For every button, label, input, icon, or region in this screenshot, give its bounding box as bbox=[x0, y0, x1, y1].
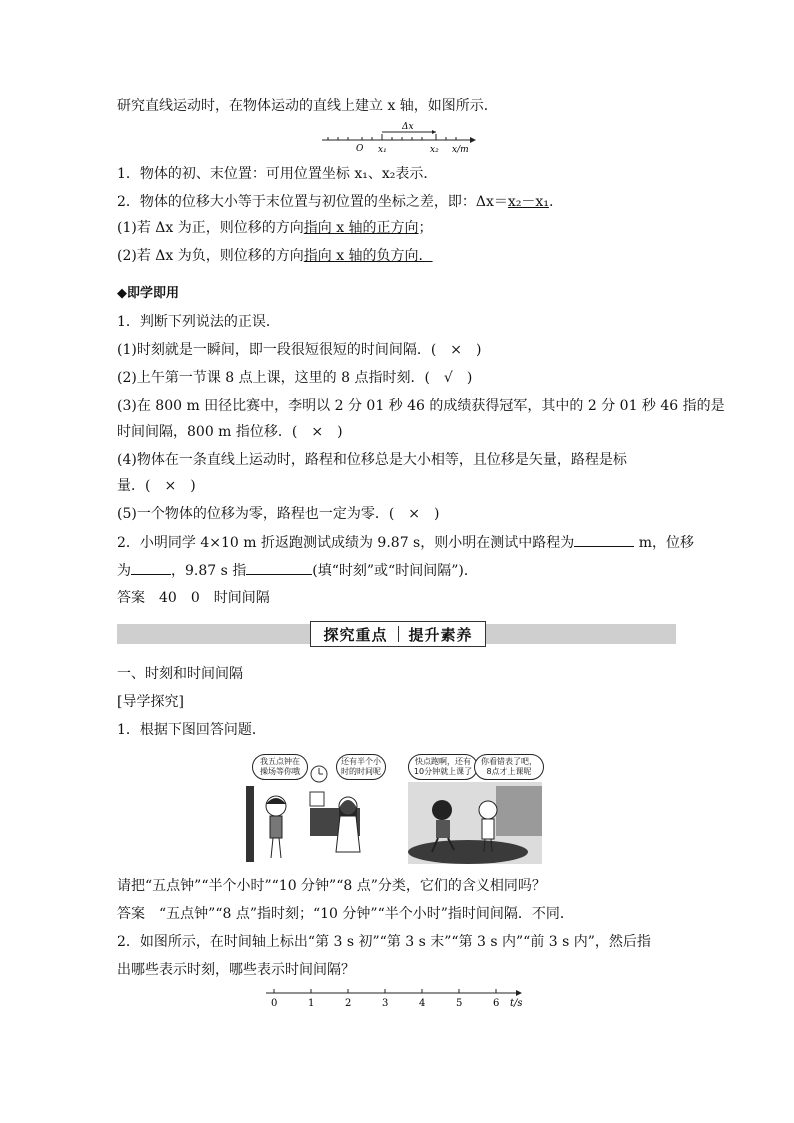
tick-2: 2 bbox=[345, 998, 352, 1009]
section-q1: 1．根据下图回答问题． bbox=[117, 722, 266, 738]
path-blank bbox=[574, 532, 634, 547]
tick-3: 3 bbox=[382, 998, 389, 1009]
section-q1-answer: 答案 “五点钟”“8 点”指时刻；“10 分钟”“半个小时”指时间间隔．不同． bbox=[117, 906, 574, 922]
speech-bubble-4: 你看错表了吧，8点才上课呢 bbox=[474, 754, 544, 780]
speech-bubble-3: 快点跑啊，还有10分钟就上课了 bbox=[408, 754, 478, 780]
practice-item-2: (2)上午第一节课 8 点上课，这里的 8 点指时刻．( √ ) bbox=[117, 370, 473, 386]
x-axis-figure bbox=[320, 120, 480, 158]
practice-q2-text: 2．小明同学 4×10 m 折返跑测试成绩为 9.87 s，则小明在测试中路程为 bbox=[117, 535, 575, 551]
axis-unit-label: x/m bbox=[452, 145, 469, 155]
practice-item-1: (1)时刻就是一瞬间，即一段很短很短的时间间隔．( × ) bbox=[117, 342, 482, 358]
cartoon-right bbox=[408, 752, 542, 864]
point-2-formula: x₂－x₁ bbox=[507, 194, 549, 210]
banner-divider bbox=[398, 626, 399, 642]
practice-heading: ◆即学即用 bbox=[117, 286, 179, 301]
tick-0: 0 bbox=[271, 998, 278, 1009]
tick-6: 6 bbox=[493, 998, 500, 1009]
practice-item-3a: (3)在 800 m 田径比赛中，李明以 2 分 01 秒 46 的成绩获得冠军，其中的 2 分 01 秒 46 指的是 bbox=[117, 398, 725, 414]
time-axis-figure bbox=[262, 986, 532, 1010]
tick-1: 1 bbox=[308, 998, 315, 1009]
practice-q2-line1 bbox=[117, 532, 694, 553]
time-unit-label: t/s bbox=[510, 998, 523, 1009]
practice-q2-unit: m，位移 bbox=[638, 535, 694, 551]
section-banner bbox=[310, 621, 486, 647]
speech-bubble-2: 还有半个小时的时间呢 bbox=[336, 754, 386, 780]
practice-q2b-text: 为 bbox=[117, 563, 131, 579]
speech-bubble-1: 我五点钟在操场等你哦 bbox=[252, 754, 308, 780]
point-1: 1．物体的初、末位置：可用位置坐标 x₁、x₂表示． bbox=[117, 166, 438, 182]
practice-item-3b: 时间间隔，800 m 指位移．( × ) bbox=[117, 424, 343, 440]
practice-q2b-end: (填“时刻”或“时间间隔”)． bbox=[312, 563, 478, 579]
point-4-text: (2)若 Δx 为负，则位移的方向 bbox=[117, 248, 304, 264]
type-blank bbox=[246, 560, 312, 575]
section-q2-line2: 出哪些表示时刻，哪些表示时间间隔？ bbox=[117, 962, 355, 978]
practice-answer: 答案 40 0 时间间隔 bbox=[117, 590, 270, 606]
banner-left: 探究重点 bbox=[323, 625, 388, 644]
point-4-underline: 指向 x 轴的负方向． bbox=[303, 248, 433, 264]
practice-item-4b: 量．( × ) bbox=[117, 478, 196, 494]
displacement-blank bbox=[131, 560, 171, 575]
section-title: 一、时刻和时间间隔 bbox=[117, 666, 243, 682]
tick-4: 4 bbox=[419, 998, 426, 1009]
tick-5: 5 bbox=[456, 998, 463, 1009]
practice-q2-line2 bbox=[117, 560, 677, 581]
point-2-end: . bbox=[548, 194, 554, 210]
cartoon-left bbox=[244, 752, 381, 864]
point-3-end: ； bbox=[418, 220, 433, 236]
point-3-text: (1)若 Δx 为正，则位移的方向 bbox=[117, 220, 304, 236]
x1-label: x₁ bbox=[378, 145, 387, 155]
intro-text: 研究直线运动时，在物体运动的直线上建立 x 轴，如图所示． bbox=[117, 98, 498, 114]
point-2-text: 2．物体的位移大小等于末位置与初位置的坐标之差，即：Δx＝ bbox=[117, 194, 508, 210]
section-q1-text: 请把“五点钟”“半个小时”“10 分钟”“8 点”分类，它们的含义相同吗？ bbox=[117, 878, 546, 894]
point-3 bbox=[117, 218, 677, 238]
practice-q1: 1．判断下列说法的正误． bbox=[117, 314, 280, 330]
banner-right: 提升素养 bbox=[408, 625, 473, 644]
point-3-underline: 指向 x 轴的正方向 bbox=[303, 220, 419, 236]
origin-label: O bbox=[356, 144, 364, 154]
delta-x-label: Δx bbox=[402, 122, 414, 132]
point-2 bbox=[117, 192, 677, 212]
section-q2-line1: 2．如图所示，在时间轴上标出“第 3 s 初”“第 3 s 末”“第 3 s 内”“前 3 s 内”，然后指 bbox=[117, 934, 651, 950]
guide-label: [导学探究] bbox=[117, 694, 184, 710]
practice-item-4a: (4)物体在一条直线上运动时，路程和位移总是大小相等，且位移是矢量，路程是标 bbox=[117, 452, 627, 468]
practice-q2b-mid: ，9.87 s 指 bbox=[171, 563, 247, 579]
x2-label: x₂ bbox=[430, 145, 439, 155]
point-4 bbox=[117, 246, 677, 266]
practice-item-5: (5)一个物体的位移为零，路程也一定为零．( × ) bbox=[117, 506, 440, 522]
